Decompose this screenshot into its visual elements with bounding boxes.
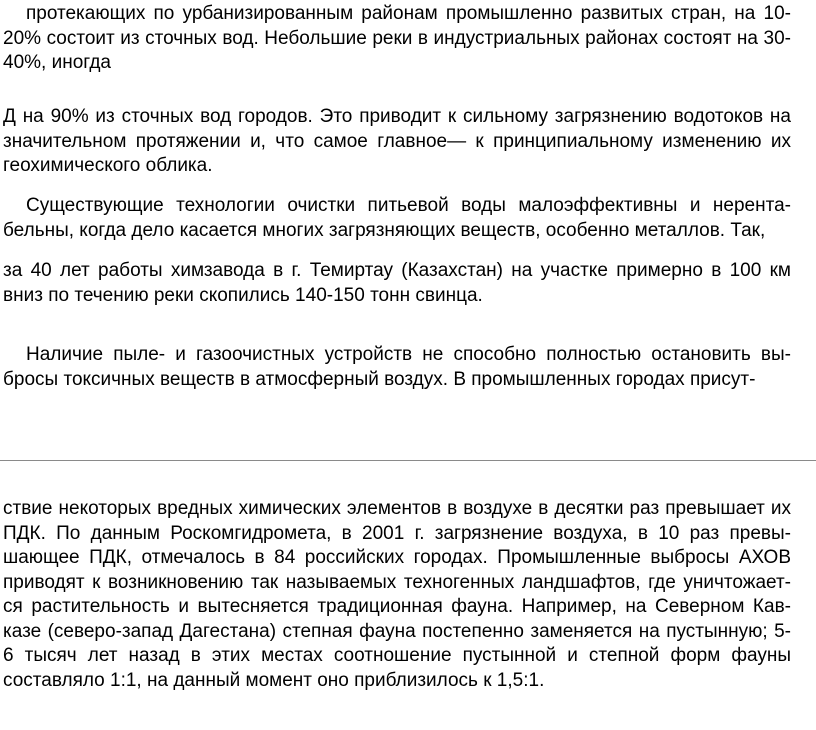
paragraph-gas-cleaning: Наличие пыле- и газоочистных устройств не способно полностью остановить выбросы токсичных веществ в атмосферный воздух. В промышленных городах присут- <box>3 344 791 390</box>
page-divider <box>0 460 816 461</box>
paragraph-temirtau-lead: за 40 лет работы химзавода в г. Темиртау (Казахстан) на участке примерно в 100 км вниз по течению реки скопились 140-150 тонн свинца. <box>3 260 791 306</box>
paragraph-water-treatment: Существующие технологии очистки питьевой воды малоэффективны и нерентабельны, когда дело касается многих загрязняющих веществ, особенно металлов. Так, <box>3 195 791 241</box>
paragraph-river-wastewater: протекающих по урбанизированным районам промышленно развитых стран, на 10-20% состоит из сточных вод. Небольшие реки в индустриальных районах состоят на 30-40%, иногда <box>3 3 791 73</box>
paragraph-city-wastewater: Д на 90% из сточных вод городов. Это приводит к сильному загрязнению водотоков на значительном протяжении и, что самое главное— к принципиальному изменению их геохимического облика. <box>3 106 791 176</box>
paragraph-air-pollution: ствие некоторых вредных химических элементов в воздухе в десятки раз превышает их ПДК. По данным Роскомгидромета, в 2001 г. загрязнение воздуха, в 10 раз превы-шающее ПДК, отмечалось в 84 российских городах. Промышленные выбросы АХОВ приводят к возникновению так называемых техногенных ландшафтов, где уничтожает-ся растительность и вытесняется традиционная фауна. Например, на Северном Кав-казе (северо-запад Дагестана) степная фауна постепенно заменяется на пустынную; 5-6 тысяч лет назад в этих местах соотношение пустынной и степной форм фауны составляло 1:1, на данный момент оно приблизилось к 1,5:1. <box>3 498 791 691</box>
